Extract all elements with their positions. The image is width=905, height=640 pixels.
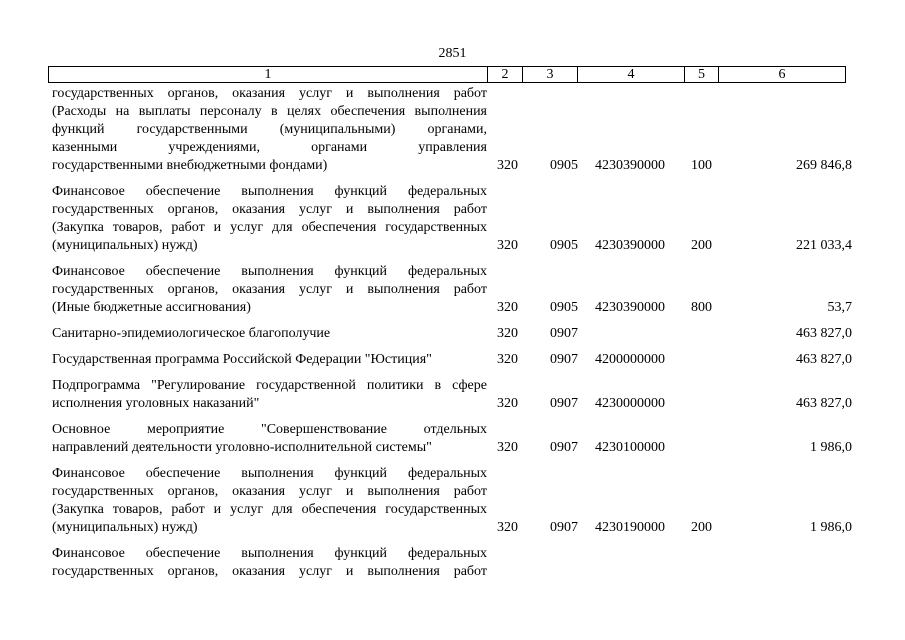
col-4-target: 4230190000 — [595, 520, 665, 535]
description-line: исполнения уголовных наказаний" — [52, 396, 260, 411]
table-row — [52, 263, 852, 317]
col-2-code: 320 — [497, 520, 518, 535]
col-5-type: 200 — [691, 520, 712, 535]
col-2-code: 320 — [497, 396, 518, 411]
col-5-type: 200 — [691, 238, 712, 253]
table-row — [52, 351, 852, 369]
col-5-type: 100 — [691, 158, 712, 173]
col-4-target: 4230390000 — [595, 158, 665, 173]
col-4-target: 4200000000 — [595, 352, 665, 367]
header-col-3: 3 — [523, 67, 578, 82]
description-line: (муниципальных) нужд) — [52, 238, 198, 253]
row-description — [52, 351, 487, 369]
description-line: государственных органов, оказания услуг и выполнения работ — [52, 86, 487, 101]
col-3-section: 0905 — [550, 300, 578, 315]
row-description — [52, 183, 487, 255]
col-6-amount: 1 986,0 — [810, 520, 852, 535]
description-line: государственных органов, оказания услуг и выполнения работ — [52, 484, 487, 499]
col-3-section: 0905 — [550, 158, 578, 173]
description-line: (муниципальных) нужд) — [52, 520, 198, 535]
col-4-target: 4230100000 — [595, 440, 665, 455]
page-number: 2851 — [438, 46, 467, 61]
table-row — [52, 183, 852, 255]
col-2-code: 320 — [497, 326, 518, 341]
description-line: государственными внебюджетными фондами) — [52, 158, 328, 173]
table-row — [52, 421, 852, 457]
col-6-amount: 221 033,4 — [796, 238, 852, 253]
col-4-target: 4230390000 — [595, 238, 665, 253]
row-description — [52, 85, 487, 175]
description-line: Подпрограмма "Регулирование государственной политики в сфере — [52, 378, 487, 393]
row-description — [52, 545, 487, 581]
table-row — [52, 465, 852, 537]
description-line: (Закупка товаров, работ и услуг для обеспечения государственных — [52, 502, 487, 517]
description-line: (Закупка товаров, работ и услуг для обеспечения государственных — [52, 220, 487, 235]
description-line: казенными учреждениями, органами управления — [52, 140, 487, 155]
col-4-target: 4230000000 — [595, 396, 665, 411]
row-description — [52, 377, 487, 413]
col-6-amount: 53,7 — [827, 300, 852, 315]
col-3-section: 0907 — [550, 520, 578, 535]
row-description — [52, 263, 487, 317]
col-6-amount: 1 986,0 — [810, 440, 852, 455]
header-col-6: 6 — [778, 67, 786, 82]
col-2-code: 320 — [497, 158, 518, 173]
table-row — [52, 325, 852, 343]
description-line: государственных органов, оказания услуг и выполнения работ — [52, 202, 487, 217]
col-3-section: 0907 — [550, 352, 578, 367]
description-line: направлений деятельности уголовно-исполнительной системы" — [52, 440, 432, 455]
col-3-section: 0907 — [550, 440, 578, 455]
col-2-code: 320 — [497, 300, 518, 315]
description-line: Финансовое обеспечение выполнения функций федеральных — [52, 184, 487, 199]
description-line: Финансовое обеспечение выполнения функций федеральных — [52, 264, 487, 279]
col-5-type: 800 — [691, 300, 712, 315]
col-3-section: 0907 — [550, 396, 578, 411]
description-line: (Расходы на выплаты персоналу в целях обеспечения выполнения — [52, 104, 487, 119]
description-line: Основное мероприятие "Совершенствование отдельных — [52, 422, 487, 437]
header-col-1: 1 — [49, 67, 488, 82]
description-line: Государственная программа Российской Федерации "Юстиция" — [52, 352, 432, 367]
col-2-code: 320 — [497, 238, 518, 253]
col-6-amount: 463 827,0 — [796, 326, 852, 341]
description-line: (Иные бюджетные ассигнования) — [52, 300, 251, 315]
description-line: функций государственными (муниципальными) органами, — [52, 122, 487, 137]
col-3-section: 0907 — [550, 326, 578, 341]
col-6-amount: 269 846,8 — [796, 158, 852, 173]
table-row — [52, 377, 852, 413]
col-6-amount: 463 827,0 — [796, 396, 852, 411]
col-3-section: 0905 — [550, 238, 578, 253]
row-description — [52, 421, 487, 457]
description-line: Санитарно-эпидемиологическое благополучие — [52, 326, 331, 341]
header-col-2: 2 — [488, 67, 523, 82]
table-row — [52, 85, 852, 175]
table-header — [48, 66, 846, 83]
col-2-code: 320 — [497, 440, 518, 455]
col-6-amount: 463 827,0 — [796, 352, 852, 367]
header-col-4: 4 — [578, 67, 685, 82]
header-col-5: 5 — [685, 67, 719, 82]
description-line: государственных органов, оказания услуг и выполнения работ — [52, 564, 487, 579]
row-description — [52, 465, 487, 537]
description-line: Финансовое обеспечение выполнения функций федеральных — [52, 546, 487, 561]
col-4-target: 4230390000 — [595, 300, 665, 315]
description-line: Финансовое обеспечение выполнения функций федеральных — [52, 466, 487, 481]
description-line: государственных органов, оказания услуг и выполнения работ — [52, 282, 487, 297]
table-row — [52, 545, 852, 581]
col-2-code: 320 — [497, 352, 518, 367]
row-description — [52, 325, 487, 343]
